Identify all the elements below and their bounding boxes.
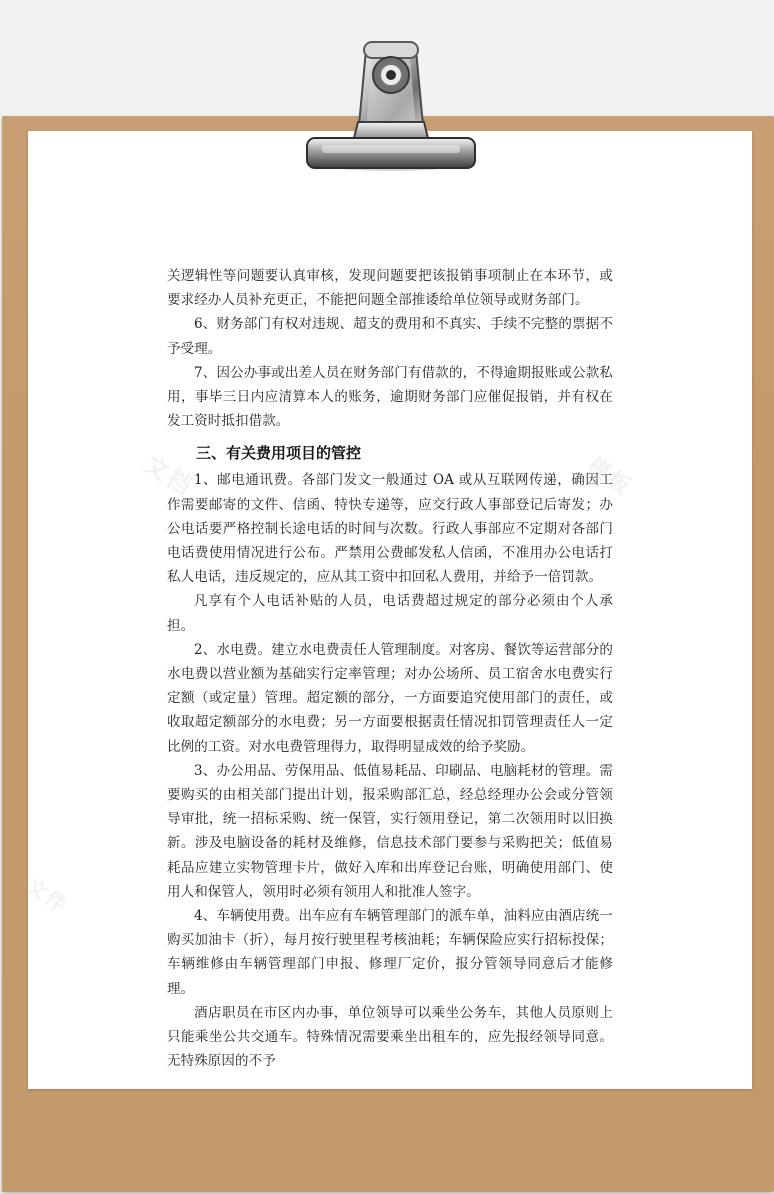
paragraph-review-note: 关逻辑性等问题要认真审核，发现问题要把该报销事项制止在本环节，或要求经办人员补充更正，不能把问题全部推诿给单位领导或财务部门。 bbox=[167, 268, 613, 309]
paragraph-item-2: 2、水电费。建立水电费责任人管理制度。对客房、餐饮等运营部分的水电费以营业额为基础实行定率管理；对办公场所、员工宿舍水电费实行定额（或定量）管理。超定额的部分，一方面要追究使用部门的责任，或收取超定额部分的水电费；另一方面要根据责任情况扣罚管理责任人一定比例的工资。对水电费管理得力，取得明显成效的给予奖励。 bbox=[167, 641, 613, 755]
paragraph-item-4: 4、车辆使用费。出车应有车辆管理部门的派车单，油料应由酒店统一购买加油卡（折），每月按行驶里程考核油耗；车辆保险应实行招标投保；车辆维修由车辆管理部门申报、修理厂定价，报分管领导同意后才能修理。 bbox=[167, 908, 613, 997]
paragraph-item-3: 3、办公用品、劳保用品、低值易耗品、印刷品、电脑耗材的管理。需要购买的由相关部门提出计划，报采购部汇总，经总经理办公会或分管领导审批，统一招标采购、统一保管，实行领用登记，第二次领用时以旧换新。涉及电脑设备的耗材及维修，信息技术部门要参与采购把关；低值易耗品应建立实物管理卡片，做好入库和出库登记台账，明确使用部门、使用人和保管人，领用时必须有领用人和批准人签字。 bbox=[167, 762, 613, 900]
paragraph-item-6: 6、财务部门有权对违规、超支的费用和不真实、手续不完整的票据不予受理。 bbox=[167, 316, 613, 357]
paragraph-item-1: 1、邮电通讯费。各部门发文一般通过 OA 或从互联网传递，确因工作需要邮寄的文件、信函、特快专递等，应交行政人事部登记后寄发；办公电话要严格控制长途电话的时间与次数。行政人事部应不定期对各部门电话费使用情况进行公布。严禁用公费邮发私人信函，不准用办公电话打私人电话，违反规定的，应从其工资中扣回私人费用，并给予一倍罚款。 bbox=[167, 472, 613, 586]
paragraph-transport-rule: 酒店职员在市区内办事，单位领导可以乘坐公务车，其他人员原则上只能乘坐公共交通车。特殊情况需要乘坐出租车的，应先报经领导同意。无特殊原因的不予 bbox=[167, 1004, 613, 1070]
document-content bbox=[167, 264, 613, 1074]
section-title: 三、有关费用项目的管控 bbox=[196, 444, 362, 463]
paragraph-item-7: 7、因公办事或出差人员在财务部门有借款的，不得逾期报账或公款私用，事毕三日内应清算本人的账务，逾期财务部门应催促报销，并有权在发工资时抵扣借款。 bbox=[167, 364, 613, 430]
binder-clip-icon bbox=[306, 26, 476, 176]
paragraph-phone-allowance: 凡享有个人电话补贴的人员，电话费超过规定的部分必须由个人承担。 bbox=[167, 593, 613, 634]
